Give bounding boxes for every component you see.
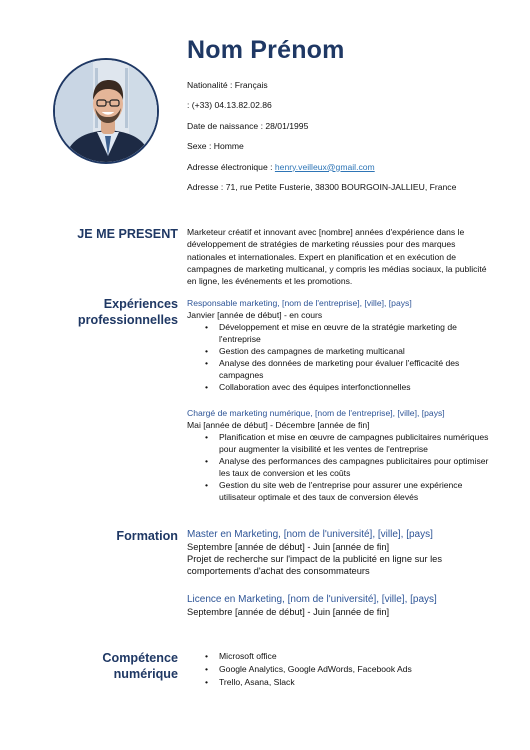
- list-item: • Gestion du site web de l'entreprise pour assurer une expérience utilisateur optimale et des taux de conversion élevés: [219, 479, 492, 503]
- job-title: Chargé de marketing numérique, [nom de l'entreprise], [ville], [pays]: [187, 408, 445, 418]
- section-title-experience: [8, 296, 178, 328]
- sex: Sexe : Homme: [187, 141, 244, 152]
- list-item: • Planification et mise en œuvre de campagnes publicitaires numériques pour augmenter la visibilité et les ventes de l'entreprise: [219, 431, 492, 455]
- section-title-line: Expériences: [103, 297, 178, 311]
- nationality: Nationalité : Français: [187, 80, 268, 90]
- phone: : (+33) 04.13.82.02.86: [187, 100, 272, 111]
- list-item: • Trello, Asana, Slack: [219, 676, 492, 689]
- section-title-present: JE ME PRESENT: [77, 227, 178, 241]
- task-list: [187, 321, 492, 393]
- job-dates: Janvier [année de début] - en cours: [187, 310, 323, 320]
- skills-list: [187, 650, 492, 689]
- job-dates: Mai [année de début] - Décembre [année de fin]: [187, 420, 370, 430]
- list-item: • Collaboration avec des équipes interfonctionnelles: [219, 381, 492, 393]
- list-item: • Microsoft office: [219, 650, 492, 663]
- list-item: • Gestion des campagnes de marketing multicanal: [219, 345, 492, 357]
- section-title-skills: [8, 650, 178, 682]
- person-portrait-icon: [55, 60, 159, 164]
- list-item: • Analyse des données de marketing pour évaluer l'efficacité des campagnes: [219, 357, 492, 381]
- section-title-line: Compétence: [102, 651, 178, 665]
- list-item: • Développement et mise en œuvre de la stratégie marketing de l'entreprise: [219, 321, 492, 345]
- formation-entry: [187, 594, 492, 618]
- section-skills: [187, 650, 492, 689]
- email-link[interactable]: henry.veilleux@gmail.com: [274, 161, 375, 172]
- section-present: [187, 226, 492, 287]
- task-list: [187, 431, 492, 503]
- job-entry: [187, 297, 492, 393]
- section-experience: [187, 297, 492, 503]
- present-text: Marketeur créatif et innovant avec [nombre] années d'expérience dans le développement de stratégies de marketing réussies pour des marques nationales et internationales. Expert en planification et en exécution de campagnes de marketing multicanal, y compris les médias sociaux, la publicité en ligne, les événements et les promotions.: [187, 227, 487, 287]
- formation-desc: Projet de recherche sur l'impact de la publicité en ligne sur les comportements d'achat des consommateurs: [187, 554, 442, 577]
- formation-entry: [187, 529, 492, 578]
- job-title: Responsable marketing, [nom de l'entreprise], [ville], [pays]: [187, 298, 412, 308]
- job-entry: [187, 407, 492, 503]
- page-title: Nom Prénom: [187, 36, 345, 64]
- email-label: Adresse électronique :: [187, 161, 275, 172]
- formation-title: Master en Marketing, [nom de l'université], [ville], [pays]: [187, 529, 433, 540]
- section-title-formation: Formation: [116, 529, 178, 543]
- profile-photo: [53, 58, 159, 164]
- section-title-line: professionnelles: [77, 313, 178, 327]
- formation-dates: Septembre [année de début] - Juin [année de fin]: [187, 542, 390, 552]
- birth-date: Date de naissance : 28/01/1995: [187, 120, 309, 131]
- formation-dates: Septembre [année de début] - Juin [année de fin]: [187, 606, 390, 617]
- formation-title: Licence en Marketing, [nom de l'université], [ville], [pays]: [187, 593, 437, 605]
- personal-info: [187, 75, 507, 197]
- email-line: [187, 157, 507, 177]
- section-formation: [187, 529, 492, 618]
- list-item: • Google Analytics, Google AdWords, Facebook Ads: [219, 663, 492, 676]
- section-title-line: numérique: [113, 667, 178, 681]
- list-item: • Analyse des performances des campagnes publicitaires pour optimiser les taux de conversion et les coûts: [219, 455, 492, 479]
- address: Adresse : 71, rue Petite Fusterie, 38300 BOURGOIN-JALLIEU, France: [187, 182, 457, 193]
